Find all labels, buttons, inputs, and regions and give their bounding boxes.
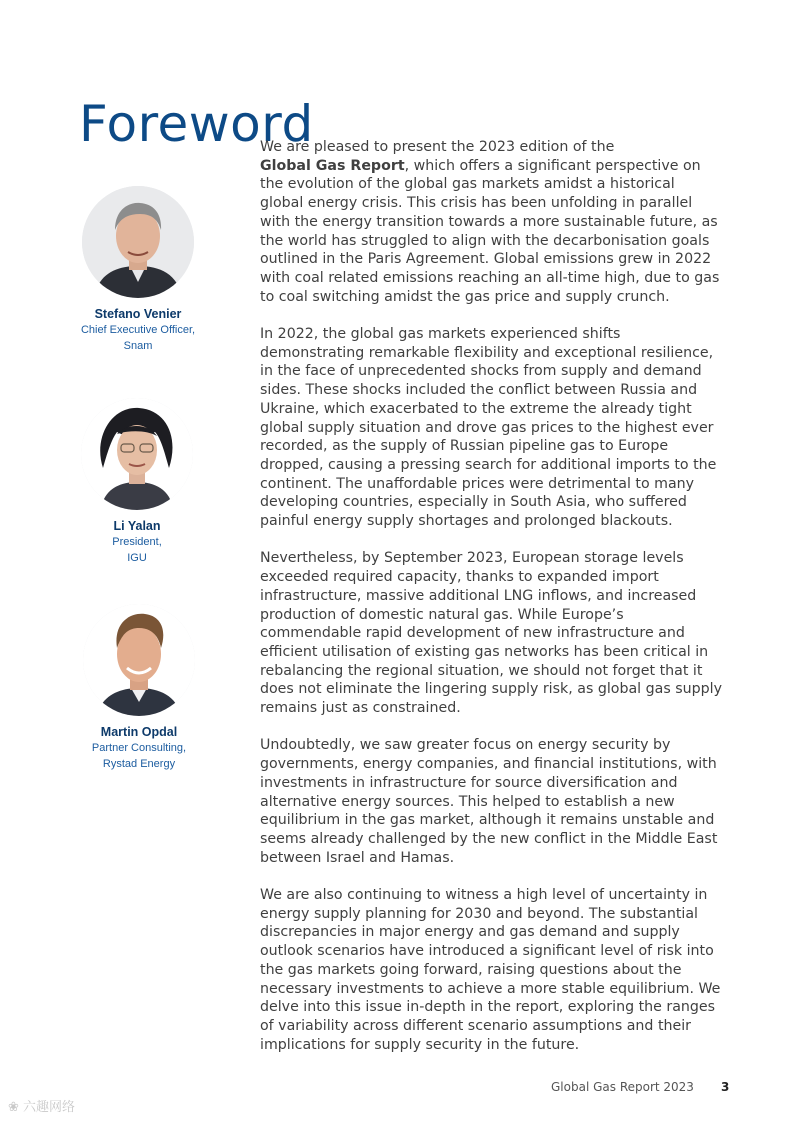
report-name-bold: Global Gas Report	[260, 157, 405, 174]
paragraph-2: In 2022, the global gas markets experienced shifts demonstrating remarkable flexibility and exceptional resilience, in the face of unprecedented shocks from supply and demand sides. These shocks included the conflict between Russia and Ukraine, which exacerbated to the extreme the already tight global supply situation and drove gas prices to the highest ever recorded, as the supply of Russian pipeline gas to Europe dropped, causing a pressing search for additional imports to the continent. The unaffordable prices were detrimental to many developing countries, especially in South Asia, who suffered painful energy supply shortages and prolonged blackouts.	[260, 326, 717, 530]
person-role: President, IGU	[112, 536, 162, 564]
page-title: Foreword	[79, 94, 314, 153]
paragraph-1	[260, 138, 722, 306]
paragraph-1-intro: We are pleased to present the 2023 edition of the	[260, 139, 615, 155]
person-name: Li Yalan	[113, 519, 161, 533]
portrait-stefano-venier	[82, 186, 194, 298]
person-role: Partner Consulting, Rystad Energy	[91, 742, 187, 770]
paragraph-1-rest: , which offers a significant perspective on the evolution of the global gas markets amidst a historical global energy crisis. This crisis has been unfolding in parallel with the energy transition towards a more sustainable future, as the world has struggled to align with the decarbonisation goals outlined in the Paris Agreement. Global emissions grew in 2022 with coal related emissions reaching an all-time high, due to gas to coal switching amidst the gas price and supply crunch.	[260, 157, 720, 305]
portrait-martin-opdal	[83, 604, 195, 716]
person-card-li-yalan	[52, 398, 222, 566]
watermark-logo	[8, 1096, 75, 1115]
person-card-martin-opdal	[54, 604, 224, 772]
person-card-stefano-venier	[53, 186, 223, 354]
paragraph-3: Nevertheless, by September 2023, European storage levels exceeded required capacity, thanks to expanded import infrastructure, massive additional LNG inflows, and increased production of domestic natural gas. While Europe’s commendable rapid development of new infrastructure and efficient utilisation of existing gas networks has been critical in rebalancing the regional situation, we should not forget that it does not eliminate the lingering supply risk, as global gas supply remains just as constrained.	[260, 550, 722, 717]
paragraph-5: We are also continuing to witness a high level of uncertainty in energy supply planning for 2030 and beyond. The substantial discrepancies in major energy and gas demand and supply outlook scenarios have introduced a significant level of risk into the gas markets going forward, raising questions about the necessary investments to achieve a more stable equilibrium. We delve into this issue in-depth in the report, exploring the ranges of variability across different scenario assumptions and their implications for supply security in the future.	[260, 887, 721, 1053]
page-number: 3	[721, 1080, 730, 1094]
person-name: Martin Opdal	[100, 725, 178, 739]
foreword-body	[260, 138, 722, 1073]
watermark-icon: ❀	[8, 1100, 24, 1115]
portrait-li-yalan	[81, 398, 193, 510]
person-name: Stefano Venier	[94, 307, 182, 321]
paragraph-4: Undoubtedly, we saw greater focus on energy security by governments, energy companies, and financial institutions, with investments in infrastructure for source diversification and alternative energy sources. This helped to establish a new equilibrium in the gas market, although it remains unstable and seems already challenged by the new conflict in the Middle East between Israel and Hamas.	[260, 737, 718, 866]
footer-report-title: Global Gas Report 2023	[551, 1080, 694, 1094]
watermark-text: 六趣网络	[23, 1100, 76, 1115]
person-role: Chief Executive Officer, Snam	[80, 324, 196, 352]
